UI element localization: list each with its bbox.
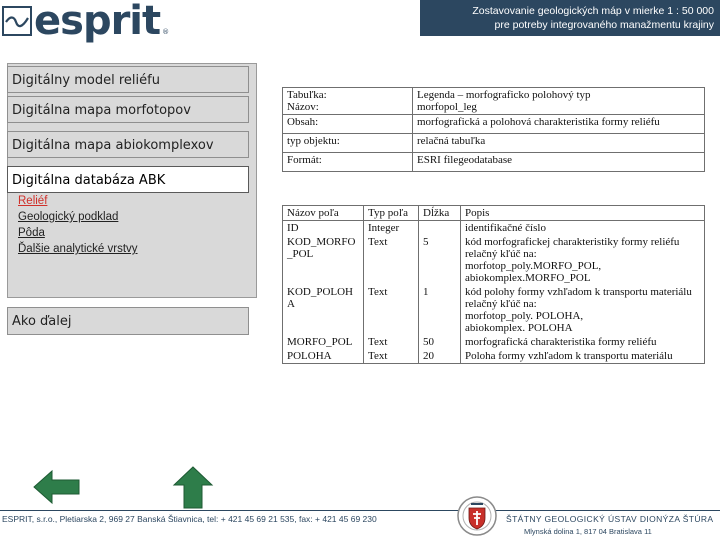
field-type-cell: Text [364, 349, 419, 364]
column-header: Popis [461, 206, 705, 221]
meta-key: typ objektu: [283, 134, 413, 153]
meta-value: ESRI filegeodatabase [413, 153, 705, 172]
map-contour-icon [2, 6, 32, 36]
footer-address: ESPRIT, s.r.o., Pletiarska 2, 969 27 Banská Štiavnica, tel: + 421 45 69 21 535, fax: + 421 45 69 230 [2, 514, 377, 524]
logo-registered-mark: ® [162, 28, 170, 36]
meta-key: Tabuľka: [287, 89, 327, 101]
field-desc-cell: kód polohy formy vzhľadom k transportu materiálu relačný kľúč na: morfotop_poly. POLOHA, abiokomplex. POLOHA [461, 285, 705, 335]
field-desc-cell: morfografická charakteristika formy reliéfu [461, 335, 705, 349]
table-header-row [283, 206, 705, 221]
meta-key: Názov: [287, 101, 319, 113]
field-length-cell: 5 [419, 235, 461, 285]
column-header: Názov poľa [283, 206, 364, 221]
field-name-cell: ID [283, 221, 364, 236]
nav-abiocomplex-map[interactable]: Digitálna mapa abiokomplexov [7, 131, 249, 158]
column-header: Typ poľa [364, 206, 419, 221]
table-row [283, 88, 705, 115]
field-length-cell: 1 [419, 285, 461, 335]
project-title [420, 0, 720, 36]
table-row [283, 221, 705, 236]
column-header: Dĺžka [419, 206, 461, 221]
project-title-line2: pre potreby integrovaného manažmentu krajiny [494, 19, 714, 31]
field-length-cell: 50 [419, 335, 461, 349]
esprit-logo [2, 0, 170, 44]
sub-nav-list [18, 193, 248, 257]
meta-value: morfografická a polohová charakteristika formy reliéfu [413, 115, 705, 134]
field-name-cell: POLOHA [283, 349, 364, 364]
table-row [283, 235, 705, 285]
field-desc-cell: identifikačné číslo [461, 221, 705, 236]
meta-value: morfopol_leg [417, 101, 477, 113]
table-row [283, 285, 705, 335]
project-title-line1: Zostavovanie geologických máp v mierke 1 : 50 000 [472, 5, 714, 17]
arrow-up-icon[interactable] [172, 465, 214, 509]
field-desc-cell: Poloha formy vzhľadom k transportu materiálu [461, 349, 705, 364]
field-type-cell: Integer [364, 221, 419, 236]
arrow-left-icon[interactable] [32, 467, 82, 507]
nav-next-steps[interactable]: Ako ďalej [7, 307, 249, 335]
field-length-cell [419, 221, 461, 236]
institute-address: Mlynská dolina 1, 817 04 Bratislava 11 [524, 527, 652, 536]
field-desc-cell: kód morfografickej charakteristiky formy reliéfu relačný kľúč na: morfotop_poly.MORFO_POL, abiokomplex.MORFO_POL [461, 235, 705, 285]
meta-value: relačná tabuľka [413, 134, 705, 153]
table-row [283, 153, 705, 172]
meta-key-cell [283, 88, 413, 115]
logo-wordmark: esprit [34, 0, 161, 44]
institute-name: ŠTÁTNY GEOLOGICKÝ ÚSTAV DIONÝZA ŠTÚRA [506, 514, 714, 524]
header [0, 0, 720, 48]
fields-table [282, 205, 705, 364]
field-type-cell: Text [364, 285, 419, 335]
table-row [283, 335, 705, 349]
field-name-cell: KOD_POLOHA [283, 285, 364, 335]
table-row [283, 349, 705, 364]
nav-digital-relief-model[interactable]: Digitálny model reliéfu [7, 66, 249, 93]
footer-divider [0, 510, 720, 511]
meta-key: Obsah: [283, 115, 413, 134]
sub-nav-other-layers[interactable]: Ďalšie analytické vrstvy [18, 243, 138, 255]
sgu-emblem-icon [456, 494, 498, 538]
meta-value-cell [413, 88, 705, 115]
nav-abk-database[interactable]: Digitálna databáza ABK [7, 166, 249, 193]
nav-morphotope-map[interactable]: Digitálna mapa morfotopov [7, 96, 249, 123]
field-type-cell: Text [364, 235, 419, 285]
meta-key: Formát: [283, 153, 413, 172]
field-type-cell: Text [364, 335, 419, 349]
layer-metadata-table [282, 87, 705, 172]
sub-nav-relief[interactable]: Reliéf [18, 195, 48, 207]
sub-nav-geology[interactable]: Geologický podklad [18, 211, 119, 223]
meta-value: Legenda – morfograficko polohový typ [417, 89, 591, 101]
field-name-cell: KOD_MORFO_POL [283, 235, 364, 285]
sub-nav-soil[interactable]: Pôda [18, 227, 45, 239]
field-name-cell: MORFO_POL [283, 335, 364, 349]
field-length-cell: 20 [419, 349, 461, 364]
table-row [283, 115, 705, 134]
table-row [283, 134, 705, 153]
